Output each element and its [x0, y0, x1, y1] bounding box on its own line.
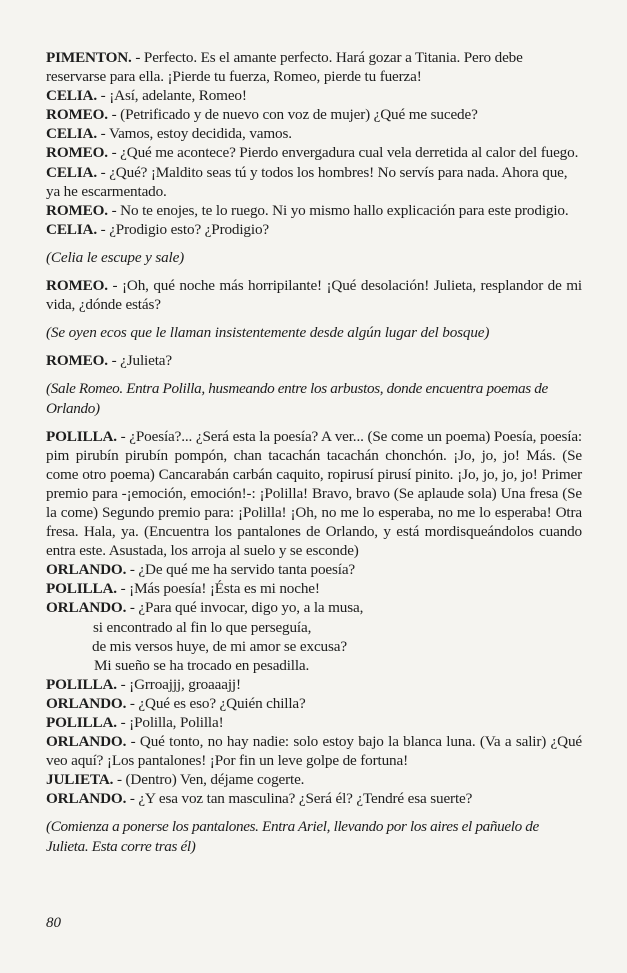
verse-line: de mis versos huye, de mi amor se excusa? — [92, 637, 347, 655]
dialogue-line — [46, 201, 582, 220]
stage-direction: (Sale Romeo. Entra Polilla, husmeando entre los arbustos, donde encuentra poemas de Orlando) — [46, 380, 548, 417]
speaker-name: POLILLA. — [46, 580, 117, 598]
dialogue-text: - ¡Oh, qué noche más horripilante! ¡Qué desolación! Julieta, resplandor de mi vida, ¿dónde estás? — [46, 277, 582, 314]
dialogue-text: - (Petrificado y de nuevo con voz de mujer) ¿Qué me sucede? — [107, 106, 478, 124]
dialogue-text: - (Dentro) Ven, déjame cogerte. — [113, 771, 305, 789]
dialogue-text: - ¿Y esa voz tan masculina? ¿Será él? ¿Tendré esa suerte? — [126, 790, 473, 808]
script-page — [46, 48, 582, 856]
speaker-name: CELIA. — [46, 220, 98, 238]
stage-direction: (Comienza a ponerse los pantalones. Entra Ariel, llevando por los aires el pañuelo de Julieta. Esta corre tras él) — [46, 818, 539, 855]
speaker-name: POLILLA. — [46, 427, 117, 445]
dialogue-text: - ¿Prodigio esto? ¿Prodigio? — [97, 220, 269, 238]
dialogue-text: - ¿De qué me ha servido tanta poesía? — [126, 561, 355, 579]
dialogue-line — [46, 220, 582, 239]
dialogue-text: - ¿Qué? ¡Maldito seas tú y todos los hombres! No servís para nada. Ahora que, ya he escarmentado. — [46, 163, 568, 200]
dialogue-text: - ¿Qué me acontece? Pierdo envergadura cual vela derretida al calor del fuego. — [107, 144, 579, 162]
speaker-name: ORLANDO. — [46, 694, 127, 712]
speaker-name: ORLANDO. — [46, 561, 127, 579]
speaker-name: ROMEO. — [46, 106, 108, 124]
speaker-name: JULIETA. — [46, 771, 114, 789]
speaker-name: ROMEO. — [46, 277, 108, 295]
verse-line: Mi sueño se ha trocado en pesadilla. — [94, 656, 310, 674]
dialogue-text: - Vamos, estoy decidida, vamos. — [97, 125, 292, 143]
speaker-name: CELIA. — [46, 125, 98, 143]
dialogue-line — [46, 124, 582, 143]
speaker-name: CELIA. — [46, 87, 98, 105]
dialogue-line — [46, 579, 582, 598]
dialogue-line — [46, 770, 582, 789]
dialogue-text: - Qué tonto, no hay nadie: solo estoy bajo la blanca luna. (Va a salir) ¿Qué veo aquí? ¡Los pantalones! ¡Por fin un leve golpe de fortuna! — [46, 733, 582, 770]
dialogue-text: - Perfecto. Es el amante perfecto. Hará gozar a Titania. Pero debe reservarse para ella. ¡Pierde tu fuerza, Romeo, pierde tu fuerza! — [46, 49, 523, 86]
speaker-name: ROMEO. — [46, 144, 108, 162]
dialogue-line — [46, 143, 582, 162]
dialogue-text: - ¿Julieta? — [107, 352, 172, 370]
speaker-name: POLILLA. — [46, 675, 117, 693]
speaker-name: CELIA. — [46, 163, 98, 181]
dialogue-line — [46, 560, 582, 579]
dialogue-text: - ¿Qué es eso? ¿Quién chilla? — [126, 694, 306, 712]
dialogue-text: - ¡Más poesía! ¡Ésta es mi noche! — [116, 580, 320, 598]
speaker-name: ORLANDO. — [46, 599, 127, 617]
dialogue-line — [46, 351, 582, 370]
dialogue-text: - ¡Grroajjj, groaaajj! — [116, 675, 241, 693]
dialogue-line — [46, 713, 582, 732]
dialogue-text: - ¿Poesía?... ¿Será esta la poesía? A ver... (Se come un poema) Poesía, poesía: pim pirubín pirubín pompón, chan tacachán tacachán chonchón. ¡Jo, jo, jo! Más. (Se come otro poema) Cancarabán carbán caquito, ropirusí pirusí pinito. ¡Jo, jo, jo, jo! Primer premio para -¡emoción, emoción!-: ¡Polilla! Bravo, bravo (Se aplaude sola) Una fresa (Se la come) Segundo premio para: ¡Polilla! ¡Oh, no me lo esperaba, no me lo esperaba! Otra fresa. Hala, ya. (Encuentra los pantalones de Orlando, y está mordisqueándolos cuando entra este. Asustada, los arroja al suelo y se esconde) — [46, 427, 582, 560]
dialogue-line — [46, 276, 582, 314]
speaker-name: ORLANDO. — [46, 733, 127, 751]
dialogue-line — [46, 732, 582, 770]
dialogue-line — [46, 427, 582, 561]
dialogue-line — [46, 675, 582, 694]
dialogue-text: - No te enojes, te lo ruego. Ni yo mismo hallo explicación para este prodigio. — [107, 201, 569, 219]
dialogue-text: - ¿Para qué invocar, digo yo, a la musa, — [126, 599, 364, 617]
dialogue-line — [46, 598, 582, 617]
dialogue-line — [46, 694, 582, 713]
dialogue-text: - ¡Polilla, Polilla! — [116, 714, 224, 731]
stage-direction: (Celia le escupe y sale) — [46, 248, 185, 266]
dialogue-line — [46, 789, 582, 808]
dialogue-line — [46, 86, 582, 105]
verse-line: si encontrado al fin lo que perseguía, — [93, 618, 312, 636]
speaker-name: PIMENTON. — [46, 49, 132, 66]
speaker-name: ROMEO. — [46, 352, 108, 370]
page-number: 80 — [46, 915, 61, 931]
dialogue-line — [46, 163, 582, 201]
dialogue-line — [46, 48, 582, 86]
speaker-name: ORLANDO. — [46, 790, 127, 808]
stage-direction: (Se oyen ecos que le llaman insistentemente desde algún lugar del bosque) — [46, 324, 490, 342]
dialogue-line — [46, 105, 582, 124]
dialogue-text: - ¡Así, adelante, Romeo! — [97, 87, 247, 105]
speaker-name: POLILLA. — [46, 714, 117, 731]
speaker-name: ROMEO. — [46, 201, 108, 219]
